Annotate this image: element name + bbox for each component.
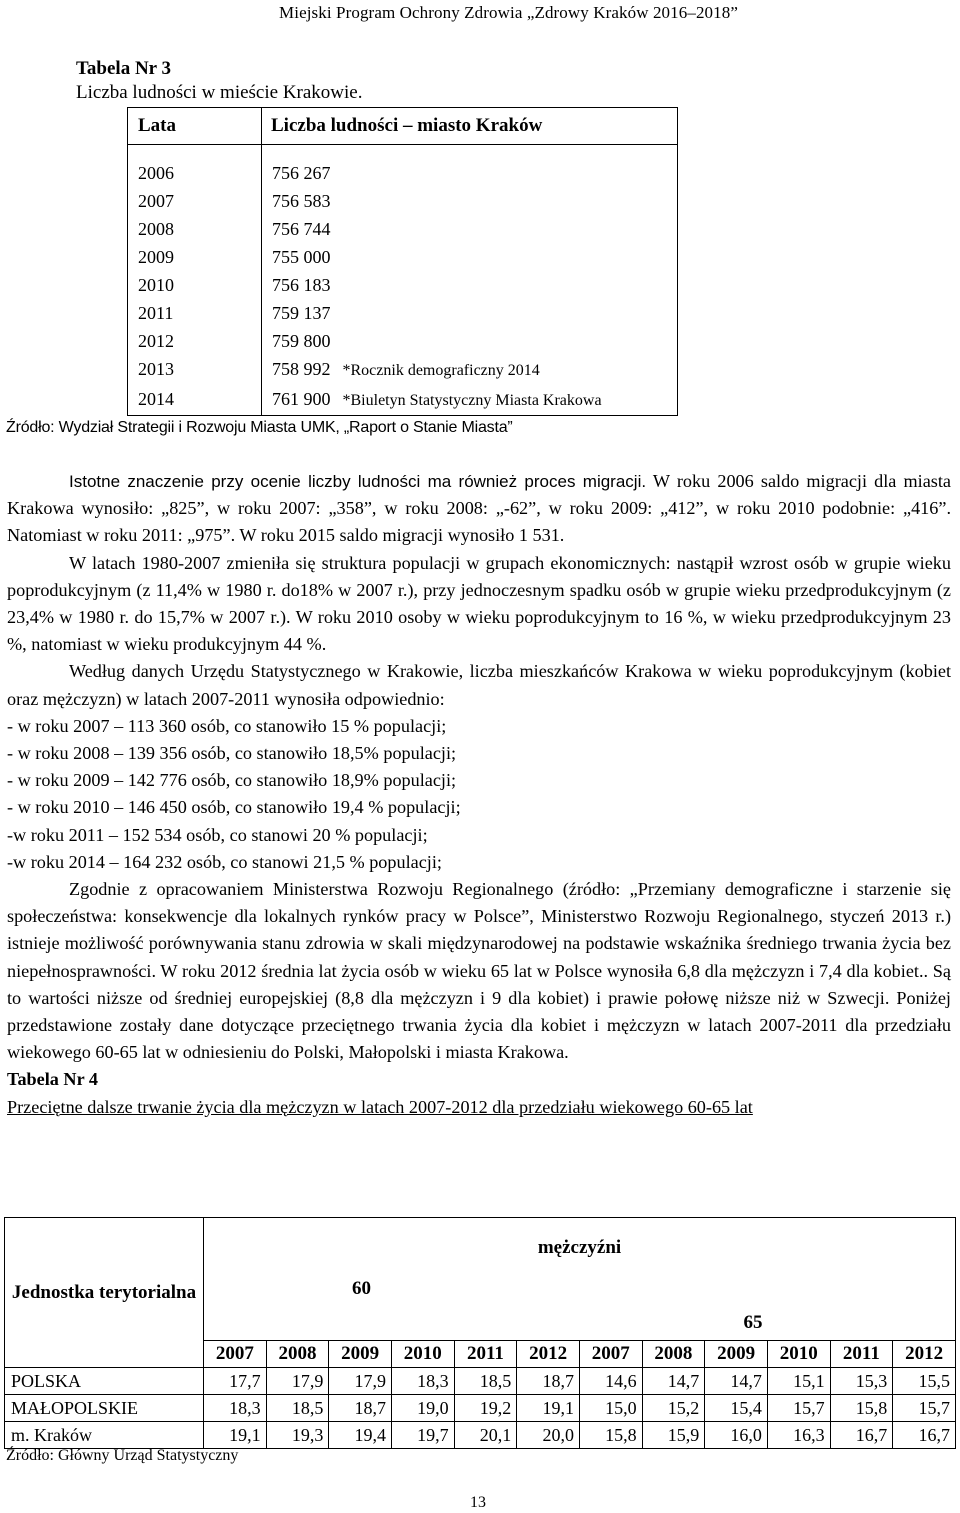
population-cell [262,215,678,243]
value-cell: 17,7 [204,1368,267,1395]
value-cell: 15,5 [893,1368,956,1395]
table3-source: Źródło: Wydział Strategii i Rozwoju Miasta UMK, „Raport o Stanie Miasta” [6,419,513,436]
year-header: 2012 [893,1341,956,1368]
source-note: *Rocznik demograficzny 2014 [342,362,540,379]
population-cell [262,299,678,327]
migration-details: W roku 2006 saldo migracji dla miasta Krakowa wynosiło: „825”, w roku 2007: „358”, w roku 2008: „-62”, w roku 2009: „412”, w roku 2010 podobnie: „416”. Natomiast w roku 2011: „975”. W roku 2015 saldo migracji wynosiło 1 531. [7,471,951,546]
population-cell [262,159,678,187]
value-cell: 18,3 [204,1395,267,1422]
year-header: 2007 [204,1341,267,1368]
population-cell [262,187,678,215]
life-expectancy-paragraph: Zgodnie z opracowaniem Ministerstwa Rozwoju Regionalnego (źródło: „Przemiany demograficzne i starzenie się społeczeństwa: konsekwencje dla lokalnych rynków pracy w Polsce”, Ministerstwo Rozwoju Regionalnego, styczeń 2013 r.) istnieje możliwość porównywania stanu zdrowia w skali międzynarodowej na podstawie wskaźnika średniego trwania życia bez niepełnosprawności. W roku 2012 średnia lat życia osób w wieku 65 lat w Polsce wynosiła 6,8 dla mężczyzn i 7,4 dla kobiet.. Są to wartości niższe od średniej europejskiej (8,8 dla mężczyzn i 9 dla kobiet) i prawie połowę niższe niż w Szwecji. Poniżej przedstawione zostały dane dotyczące przeciętnego trwania życia dla kobiet i mężczyzn w latach 2007-2011 dla przedziału wiekowego 60-65 lat w odniesieniu do Polski, Małopolski i miasta Krakowa. [7,879,951,1063]
year-cell: 2008 [128,215,262,243]
table-row [128,355,678,385]
life-expectancy-table [4,1217,956,1449]
table-row [128,327,678,355]
year-cell: 2007 [128,187,262,215]
value-cell: 16,0 [705,1422,768,1449]
population-value: 759 800 [272,331,331,351]
population-cell [262,355,678,385]
migration-paragraph [7,468,951,550]
year-header: 2009 [329,1341,392,1368]
value-cell: 18,5 [266,1395,329,1422]
value-cell: 19,3 [266,1422,329,1449]
table-row [128,299,678,327]
value-cell: 18,5 [454,1368,517,1395]
value-cell: 19,1 [204,1422,267,1449]
population-structure-paragraph: W latach 1980-2007 zmieniła się struktura populacji w grupach ekonomicznych: nastąpił wzrost osób w grupie wieku poprodukcyjnym (z 11,4% w 1980 r. do18% w 2007 r.), przy jednoczesnym spadku osób w grupie wieku przedprodukcyjnym (z 23,4% w 1980 r. do 15,7% w 2007 r.). W roku 2010 osoby w wieku poprodukcyjnym to 16 %, w wieku przedprodukcyjnym 23 %, natomiast w wieku produkcyjnym 44 %. [7,552,951,655]
value-cell: 15,8 [830,1395,893,1422]
year-cell: 2009 [128,243,262,271]
population-table [127,107,678,416]
value-cell: 15,9 [642,1422,705,1449]
column-header-age-60: 60 [204,1278,580,1341]
running-header: Miejski Program Ochrony Zdrowia „Zdrowy Kraków 2016–2018” [279,3,738,22]
value-cell: 15,1 [767,1368,830,1395]
population-cell [262,385,678,416]
value-cell: 16,3 [767,1422,830,1449]
year-header: 2012 [517,1341,580,1368]
value-cell: 14,6 [579,1368,642,1395]
year-cell: 2010 [128,271,262,299]
year-cell: 2013 [128,355,262,385]
year-header: 2010 [391,1341,454,1368]
column-header-age-65: 65 [579,1278,955,1341]
page-number: 13 [470,1494,486,1511]
population-value: 756 183 [272,275,331,295]
life-expectancy-table-body [5,1368,956,1449]
value-cell: 19,4 [329,1422,392,1449]
year-cell: 2011 [128,299,262,327]
population-value: 756 583 [272,191,331,211]
table-row [128,243,678,271]
value-cell: 15,0 [579,1395,642,1422]
list-item: - w roku 2010 – 146 450 osób, co stanowiło 19,4 % populacji; [7,797,461,818]
value-cell: 14,7 [705,1368,768,1395]
year-cell: 2012 [128,327,262,355]
year-header: 2009 [705,1341,768,1368]
value-cell: 14,7 [642,1368,705,1395]
year-header: 2008 [642,1341,705,1368]
post-working-age-list [7,713,951,876]
column-header-year: Lata [128,108,262,145]
value-cell: 15,3 [830,1368,893,1395]
value-cell: 15,7 [767,1395,830,1422]
population-cell [262,271,678,299]
value-cell: 16,7 [893,1422,956,1449]
value-cell: 15,7 [893,1395,956,1422]
column-header-unit: Jednostka terytorialna [5,1218,204,1368]
value-cell: 20,0 [517,1422,580,1449]
value-cell: 17,9 [266,1368,329,1395]
year-header: 2011 [454,1341,517,1368]
year-header: 2008 [266,1341,329,1368]
table-row [128,385,678,416]
value-cell: 19,1 [517,1395,580,1422]
year-header: 2011 [830,1341,893,1368]
unit-cell: MAŁOPOLSKIE [5,1395,204,1422]
table3-caption: Liczba ludności w mieście Krakowie. [76,82,363,103]
table3-title: Tabela Nr 3 [76,58,172,79]
column-header-population: Liczba ludności – miasto Kraków [262,108,678,145]
table-row [5,1368,956,1395]
year-cell: 2014 [128,385,262,416]
table-row [128,187,678,215]
table-row [128,159,678,187]
year-header: 2007 [579,1341,642,1368]
population-value: 759 137 [272,303,331,323]
population-table-body [128,145,678,416]
list-item: - w roku 2008 – 139 356 osób, co stanowiło 18,5% populacji; [7,743,457,764]
value-cell: 15,4 [705,1395,768,1422]
year-cell: 2006 [128,159,262,187]
table4-source: Źródło: Główny Urząd Statystyczny [6,1447,239,1464]
population-value: 755 000 [272,247,331,267]
unit-cell: POLSKA [5,1368,204,1395]
table-row [5,1422,956,1449]
population-value: 761 900 [272,389,331,409]
value-cell: 18,7 [517,1368,580,1395]
value-cell: 20,1 [454,1422,517,1449]
value-cell: 16,7 [830,1422,893,1449]
unit-cell: m. Kraków [5,1422,204,1449]
year-header: 2010 [767,1341,830,1368]
population-cell [262,327,678,355]
table4-caption: Przeciętne dalsze trwanie życia dla mężczyzn w latach 2007-2012 dla przedziału wiekowego 60-65 lat [7,1096,753,1117]
post-working-age-paragraph: Według danych Urzędu Statystycznego w Krakowie, liczba mieszkańców Krakowa w wieku poprodukcyjnym (kobiet oraz mężczyzn) w latach 2007-2011 wynosiła odpowiednio: [7,661,951,709]
list-item: - w roku 2007 – 113 360 osób, co stanowiło 15 % populacji; [7,715,447,736]
value-cell: 15,8 [579,1422,642,1449]
list-item: - w roku 2009 – 142 776 osób, co stanowiło 18,9% populacji; [7,770,457,791]
population-cell [262,243,678,271]
list-item: -w roku 2014 – 164 232 osób, co stanowi 21,5 % populacji; [7,851,442,872]
body-text [7,468,951,1121]
value-cell: 19,0 [391,1395,454,1422]
migration-lead: Istotne znaczenie przy ocenie liczby ludności ma również proces migracji. [69,472,647,491]
population-value: 756 744 [272,219,331,239]
column-header-men: mężczyźni [204,1218,956,1279]
source-note: *Biuletyn Statystyczny Miasta Krakowa [342,392,602,409]
population-value: 758 992 [272,359,331,379]
population-value: 756 267 [272,163,331,183]
value-cell: 19,7 [391,1422,454,1449]
list-item: -w roku 2011 – 152 534 osób, co stanowi 20 % populacji; [7,824,428,845]
value-cell: 19,2 [454,1395,517,1422]
value-cell: 18,3 [391,1368,454,1395]
value-cell: 17,9 [329,1368,392,1395]
table-row [5,1395,956,1422]
value-cell: 15,2 [642,1395,705,1422]
table-row [128,271,678,299]
table4-title: Tabela Nr 4 [7,1069,98,1090]
value-cell: 18,7 [329,1395,392,1422]
table-row [128,215,678,243]
